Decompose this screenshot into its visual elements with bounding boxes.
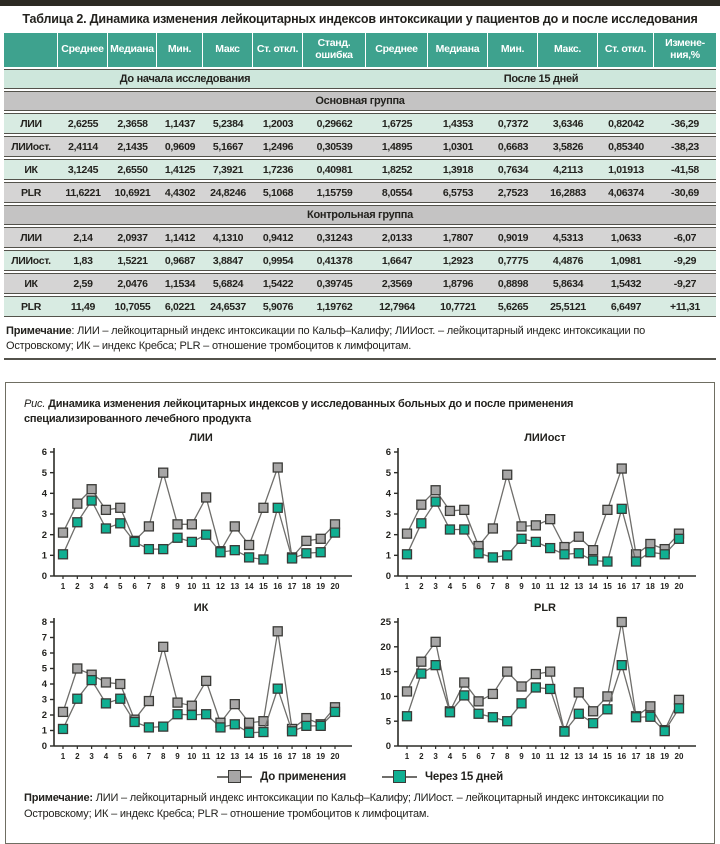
col-header-min-after: Мин.: [488, 33, 538, 67]
svg-text:1: 1: [41, 550, 47, 562]
chart-legend: [24, 770, 696, 783]
cell-value: 5,1667: [203, 136, 253, 157]
period-header-row: [4, 69, 716, 89]
svg-text:19: 19: [316, 582, 326, 592]
cell-value: 1,1534: [157, 273, 203, 294]
col-header-mean-before: Среднее: [58, 33, 108, 67]
cell-value: 0,7372: [488, 113, 538, 134]
cell-value: 1,2003: [253, 113, 303, 134]
svg-text:6: 6: [132, 582, 137, 592]
svg-text:4: 4: [103, 752, 109, 762]
cell-value: 3,6346: [538, 113, 598, 134]
chart-liiost: [368, 432, 698, 596]
col-header-stderr: Станд. ошибка: [303, 33, 366, 67]
table-row: [4, 273, 716, 294]
chart-lii-canvas: [24, 444, 354, 596]
col-header-median-after: Медиана: [428, 33, 488, 67]
cell-value: 10,7055: [108, 296, 157, 317]
cell-value: 0,9609: [157, 136, 203, 157]
svg-text:17: 17: [287, 752, 297, 762]
cell-value: 1,5422: [253, 273, 303, 294]
cell-value: 1,15759: [303, 182, 366, 203]
cell-value: 4,1310: [203, 227, 253, 248]
svg-text:3: 3: [89, 752, 94, 762]
figure-caption-text: Динамика изменения лейкоцитарных индексов у исследованных больных до и после применения специализированного лечебного продукта: [24, 397, 574, 425]
svg-text:6: 6: [476, 582, 481, 592]
svg-text:9: 9: [519, 752, 524, 762]
cell-value: 5,6265: [488, 296, 538, 317]
svg-text:20: 20: [674, 582, 684, 592]
cell-value: 1,8796: [428, 273, 488, 294]
cell-value: 24,6537: [203, 296, 253, 317]
col-header-std-before: Ст. откл.: [253, 33, 303, 67]
table-note-label: Примечание: [6, 325, 72, 337]
svg-text:2: 2: [75, 752, 80, 762]
svg-text:14: 14: [244, 752, 254, 762]
group-name: Контрольная группа: [4, 205, 716, 225]
cell-value: 0,40981: [303, 159, 366, 180]
chart-plr-title: PLR: [534, 602, 556, 615]
svg-text:11: 11: [545, 752, 555, 762]
svg-text:14: 14: [244, 582, 254, 592]
svg-text:3: 3: [41, 509, 47, 521]
svg-text:13: 13: [230, 582, 240, 592]
svg-text:3: 3: [385, 509, 391, 521]
svg-text:7: 7: [41, 633, 47, 645]
svg-text:9: 9: [175, 752, 180, 762]
cell-value: 2,14: [58, 227, 108, 248]
svg-text:3: 3: [89, 582, 94, 592]
svg-text:15: 15: [380, 667, 391, 679]
svg-text:11: 11: [201, 582, 211, 592]
chart-lii: [24, 432, 354, 596]
svg-text:4: 4: [103, 582, 109, 592]
svg-text:4: 4: [447, 582, 453, 592]
cell-value: 4,06374: [598, 182, 654, 203]
svg-text:2: 2: [419, 752, 424, 762]
cell-value: 2,0133: [366, 227, 428, 248]
svg-text:16: 16: [617, 582, 627, 592]
chart-plr: [368, 602, 698, 766]
col-header-min-before: Мин.: [157, 33, 203, 67]
svg-text:15: 15: [258, 752, 268, 762]
svg-text:4: 4: [41, 488, 47, 500]
chart-liiost-title: ЛИИост: [524, 432, 566, 445]
svg-text:15: 15: [602, 582, 612, 592]
period-before-label: До начала исследования: [4, 69, 366, 89]
cell-value: 24,8246: [203, 182, 253, 203]
cell-value: 5,8634: [538, 273, 598, 294]
chart-ik: [24, 602, 354, 766]
table-row: [4, 227, 716, 248]
svg-text:8: 8: [160, 752, 166, 762]
cell-value: 1,0633: [598, 227, 654, 248]
legend-item-before: [217, 770, 346, 783]
svg-text:1: 1: [41, 726, 47, 738]
cell-value: 5,9076: [253, 296, 303, 317]
group-name: Основная группа: [4, 91, 716, 111]
svg-text:5: 5: [41, 664, 47, 676]
cell-value: 0,30539: [303, 136, 366, 157]
svg-text:18: 18: [301, 582, 311, 592]
cell-value: -30,69: [654, 182, 716, 203]
svg-text:10: 10: [187, 752, 197, 762]
chart-liiost-canvas: [368, 444, 698, 596]
table-row: [4, 113, 716, 134]
svg-text:6: 6: [476, 752, 481, 762]
svg-text:8: 8: [160, 582, 166, 592]
table-row: [4, 296, 716, 317]
svg-text:20: 20: [674, 752, 684, 762]
table-title: Таблица 2. Динамика изменения лейкоцитарных индексов интоксикации у пациентов до и после исследования: [22, 12, 698, 26]
cell-value: 1,2923: [428, 250, 488, 271]
before-marker-icon: [217, 770, 252, 783]
row-label: ИК: [4, 273, 58, 294]
cell-value: 25,5121: [538, 296, 598, 317]
cell-value: 0,39745: [303, 273, 366, 294]
svg-text:12: 12: [560, 582, 569, 592]
cell-value: -9,29: [654, 250, 716, 271]
table-row: [4, 136, 716, 157]
figure-note-text: ЛИИ – лейкоцитарный индекс интоксикации по Кальф–Калифу; ЛИИост. – лейкоцитарный индекс интоксикации по Островскому; ИК – индекс Кребса; PLR – отношение тромбоцитов к лимфоцитам.: [24, 792, 664, 820]
row-label: ЛИИ: [4, 113, 58, 134]
cell-value: 0,8898: [488, 273, 538, 294]
cell-value: 3,5826: [538, 136, 598, 157]
svg-text:3: 3: [433, 752, 438, 762]
svg-text:11: 11: [545, 582, 555, 592]
figure-caption-prefix: Рис.: [24, 397, 46, 410]
svg-text:18: 18: [645, 582, 655, 592]
svg-text:19: 19: [660, 582, 670, 592]
cell-value: 0,85340: [598, 136, 654, 157]
cell-value: 1,4125: [157, 159, 203, 180]
chart-lii-title: ЛИИ: [189, 432, 213, 445]
cell-value: 0,6683: [488, 136, 538, 157]
svg-text:15: 15: [258, 582, 268, 592]
svg-text:16: 16: [273, 752, 283, 762]
cell-value: 0,29662: [303, 113, 366, 134]
svg-text:3: 3: [433, 582, 438, 592]
svg-text:7: 7: [146, 582, 152, 592]
cell-value: 1,8252: [366, 159, 428, 180]
after-marker-icon: [382, 770, 417, 783]
svg-text:1: 1: [60, 752, 66, 762]
svg-text:5: 5: [41, 468, 47, 480]
cell-value: 2,3658: [108, 113, 157, 134]
figure-box: [5, 382, 715, 844]
cell-value: 1,5221: [108, 250, 157, 271]
col-header-change: Измене-ния,%: [654, 33, 716, 67]
svg-text:10: 10: [380, 691, 391, 703]
svg-text:12: 12: [560, 752, 569, 762]
cell-value: 1,6647: [366, 250, 428, 271]
cell-value: 0,41378: [303, 250, 366, 271]
chart-ik-canvas: [24, 614, 354, 766]
cell-value: 1,1412: [157, 227, 203, 248]
table-row: [4, 159, 716, 180]
cell-value: 6,0221: [157, 296, 203, 317]
row-label: ИК: [4, 159, 58, 180]
cell-value: 2,6550: [108, 159, 157, 180]
cell-value: +11,31: [654, 296, 716, 317]
col-header-max-after: Макс.: [538, 33, 598, 67]
svg-text:19: 19: [316, 752, 326, 762]
svg-text:0: 0: [41, 571, 47, 583]
svg-text:2: 2: [41, 530, 47, 542]
cell-value: 2,4114: [58, 136, 108, 157]
cell-value: 7,3921: [203, 159, 253, 180]
cell-value: 2,6255: [58, 113, 108, 134]
cell-value: 0,7634: [488, 159, 538, 180]
cell-value: 1,7807: [428, 227, 488, 248]
legend-before-label: До применения: [260, 770, 347, 783]
cell-value: 4,4876: [538, 250, 598, 271]
cell-value: -36,29: [654, 113, 716, 134]
svg-text:20: 20: [330, 752, 340, 762]
cell-value: 11,6221: [58, 182, 108, 203]
top-divider-bar: [0, 0, 720, 6]
svg-text:4: 4: [447, 752, 453, 762]
svg-text:3: 3: [41, 695, 47, 707]
svg-text:0: 0: [41, 741, 47, 753]
svg-text:5: 5: [118, 752, 123, 762]
cell-value: 1,19762: [303, 296, 366, 317]
cell-value: 0,9687: [157, 250, 203, 271]
svg-text:2: 2: [385, 530, 391, 542]
chart-ik-title: ИК: [193, 602, 209, 615]
col-header-std-after: Ст. откл.: [598, 33, 654, 67]
svg-text:5: 5: [385, 716, 391, 728]
charts-grid: [24, 432, 696, 766]
svg-text:0: 0: [385, 741, 391, 753]
svg-text:9: 9: [175, 582, 180, 592]
cell-value: -9,27: [654, 273, 716, 294]
cell-value: 0,9954: [253, 250, 303, 271]
svg-text:19: 19: [660, 752, 670, 762]
group-header-row: [4, 91, 716, 111]
cell-value: 1,5432: [598, 273, 654, 294]
cell-value: 11,49: [58, 296, 108, 317]
svg-text:15: 15: [602, 752, 612, 762]
cell-value: 5,1068: [253, 182, 303, 203]
cell-value: 2,0937: [108, 227, 157, 248]
cell-value: 6,6497: [598, 296, 654, 317]
cell-value: 2,59: [58, 273, 108, 294]
cell-value: 0,31243: [303, 227, 366, 248]
svg-text:5: 5: [462, 752, 467, 762]
svg-text:14: 14: [588, 582, 598, 592]
legend-item-after: [382, 770, 503, 783]
svg-text:10: 10: [531, 752, 541, 762]
svg-text:18: 18: [301, 752, 311, 762]
table-bottom-rule: [4, 358, 716, 360]
svg-text:17: 17: [631, 582, 641, 592]
figure-caption: [24, 397, 664, 427]
svg-text:25: 25: [380, 617, 391, 629]
svg-text:2: 2: [419, 582, 424, 592]
svg-text:5: 5: [462, 582, 467, 592]
cell-value: -38,23: [654, 136, 716, 157]
svg-text:13: 13: [574, 752, 584, 762]
row-label: ЛИИост.: [4, 250, 58, 271]
cell-value: 2,1435: [108, 136, 157, 157]
cell-value: 0,7775: [488, 250, 538, 271]
svg-text:1: 1: [385, 550, 391, 562]
svg-text:10: 10: [187, 582, 197, 592]
figure-note: [24, 791, 696, 822]
cell-value: 5,6824: [203, 273, 253, 294]
cell-value: 16,2883: [538, 182, 598, 203]
cell-value: 2,3569: [366, 273, 428, 294]
cell-value: 1,7236: [253, 159, 303, 180]
table-note: [6, 324, 714, 354]
cell-value: 0,9019: [488, 227, 538, 248]
table-header-row: [4, 33, 716, 67]
svg-text:14: 14: [588, 752, 598, 762]
svg-text:1: 1: [60, 582, 66, 592]
cell-value: 2,7523: [488, 182, 538, 203]
period-after-label: После 15 дней: [366, 69, 716, 89]
figure-note-label: Примечание:: [24, 792, 93, 805]
cell-value: 12,7964: [366, 296, 428, 317]
row-label: ЛИИ: [4, 227, 58, 248]
svg-text:10: 10: [531, 582, 541, 592]
table-row: [4, 182, 716, 203]
svg-text:6: 6: [132, 752, 137, 762]
svg-text:1: 1: [404, 752, 410, 762]
svg-text:18: 18: [645, 752, 655, 762]
table-note-text: : ЛИИ – лейкоцитарный индекс интоксикации по Кальф–Калифу; ЛИИост. – лейкоцитарный индекс интоксикации по Островскому; ИК – индекс Кребса; PLR – отношение тромбоцитов к лимфоцитам.: [6, 325, 646, 352]
svg-text:12: 12: [216, 582, 225, 592]
table-row: [4, 250, 716, 271]
cell-value: 1,2496: [253, 136, 303, 157]
svg-text:11: 11: [201, 752, 211, 762]
row-label: ЛИИост.: [4, 136, 58, 157]
svg-text:4: 4: [385, 488, 391, 500]
legend-after-label: Через 15 дней: [425, 770, 503, 783]
svg-text:5: 5: [118, 582, 123, 592]
svg-text:16: 16: [617, 752, 627, 762]
cell-value: 1,6725: [366, 113, 428, 134]
row-label: PLR: [4, 182, 58, 203]
col-header-max-before: Макс: [203, 33, 253, 67]
svg-text:5: 5: [385, 468, 391, 480]
cell-value: 6,5753: [428, 182, 488, 203]
cell-value: 1,3918: [428, 159, 488, 180]
cell-value: 1,4895: [366, 136, 428, 157]
cell-value: 1,4353: [428, 113, 488, 134]
svg-text:6: 6: [41, 447, 47, 459]
svg-text:16: 16: [273, 582, 283, 592]
svg-text:8: 8: [41, 617, 47, 629]
cell-value: 4,4302: [157, 182, 203, 203]
svg-text:2: 2: [75, 582, 80, 592]
cell-value: 8,0554: [366, 182, 428, 203]
cell-value: 5,2384: [203, 113, 253, 134]
cell-value: 2,0476: [108, 273, 157, 294]
cell-value: 10,7721: [428, 296, 488, 317]
svg-text:17: 17: [631, 752, 641, 762]
svg-text:7: 7: [490, 582, 496, 592]
chart-plr-canvas: [368, 614, 698, 766]
svg-text:9: 9: [519, 582, 524, 592]
cell-value: 1,1437: [157, 113, 203, 134]
group-header-row: [4, 205, 716, 225]
svg-text:12: 12: [216, 752, 225, 762]
col-header-blank: [4, 33, 58, 67]
cell-value: -41,58: [654, 159, 716, 180]
cell-value: 4,2113: [538, 159, 598, 180]
svg-text:7: 7: [146, 752, 152, 762]
svg-text:0: 0: [385, 571, 391, 583]
svg-text:6: 6: [41, 648, 47, 660]
svg-text:13: 13: [230, 752, 240, 762]
cell-value: 3,8847: [203, 250, 253, 271]
cell-value: 1,83: [58, 250, 108, 271]
svg-text:20: 20: [380, 642, 391, 654]
cell-value: 3,1245: [58, 159, 108, 180]
svg-text:1: 1: [404, 582, 410, 592]
svg-text:6: 6: [385, 447, 391, 459]
cell-value: 0,9412: [253, 227, 303, 248]
svg-text:17: 17: [287, 582, 297, 592]
cell-value: 10,6921: [108, 182, 157, 203]
cell-value: 1,0981: [598, 250, 654, 271]
col-header-mean-after: Среднее: [366, 33, 428, 67]
cell-value: 1,0301: [428, 136, 488, 157]
svg-text:7: 7: [490, 752, 496, 762]
svg-text:4: 4: [41, 679, 47, 691]
cell-value: -6,07: [654, 227, 716, 248]
intoxication-indices-table: [4, 31, 716, 319]
cell-value: 0,82042: [598, 113, 654, 134]
svg-text:8: 8: [504, 582, 510, 592]
svg-text:8: 8: [504, 752, 510, 762]
svg-text:13: 13: [574, 582, 584, 592]
cell-value: 1,01913: [598, 159, 654, 180]
svg-text:2: 2: [41, 710, 47, 722]
cell-value: 4,5313: [538, 227, 598, 248]
row-label: PLR: [4, 296, 58, 317]
col-header-median-before: Медиана: [108, 33, 157, 67]
svg-text:20: 20: [330, 582, 340, 592]
